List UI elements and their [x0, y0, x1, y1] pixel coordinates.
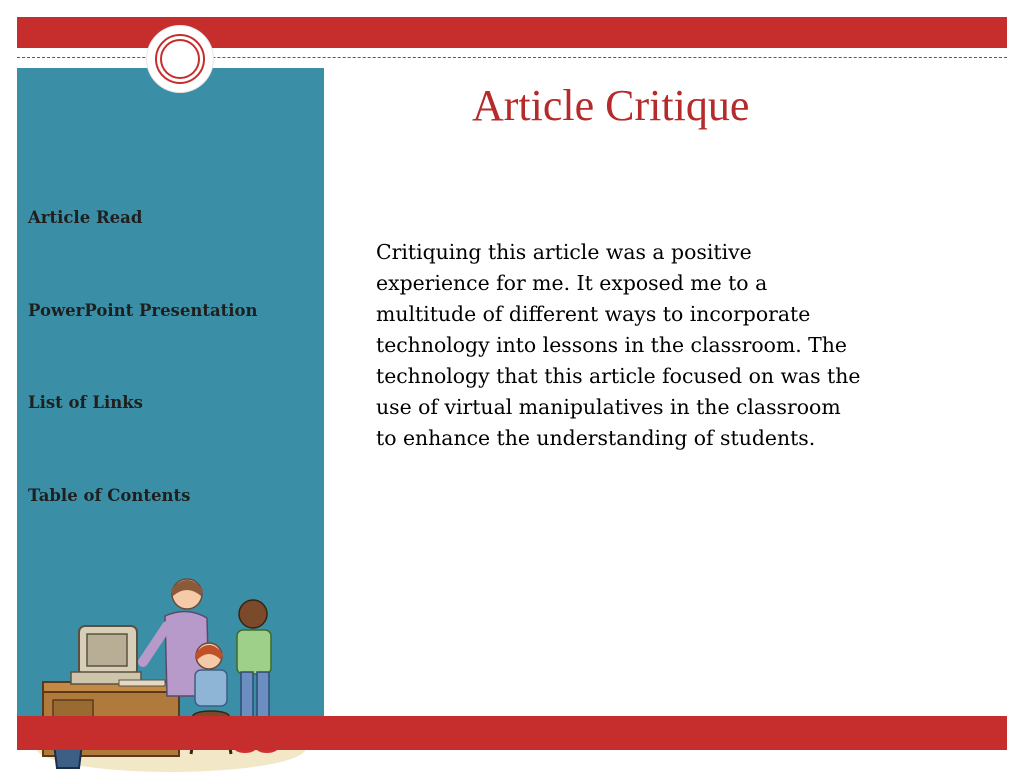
slide-title: Article Critique [472, 81, 750, 130]
slide [17, 17, 1007, 750]
slide-body-text: Critiquing this article was a positive experience for me. It exposed me to a multitude of different ways to incorporate technology into lessons in the classroom. The technology that this article focused on was the use of virtual manipulatives in the classroom to enhance the understanding of students. [376, 240, 861, 450]
nav-link-powerpoint-presentation[interactable]: PowerPoint Presentation [28, 301, 258, 320]
logo-inner-ring [160, 39, 200, 79]
nav-link-article-read[interactable]: Article Read [28, 208, 143, 227]
nav-link-table-of-contents[interactable]: Table of Contents [28, 486, 191, 505]
nav-link-list-of-links[interactable]: List of Links [28, 393, 143, 412]
logo-ring-icon [147, 26, 213, 92]
sidebar [17, 68, 324, 716]
bottom-banner [17, 716, 1007, 750]
